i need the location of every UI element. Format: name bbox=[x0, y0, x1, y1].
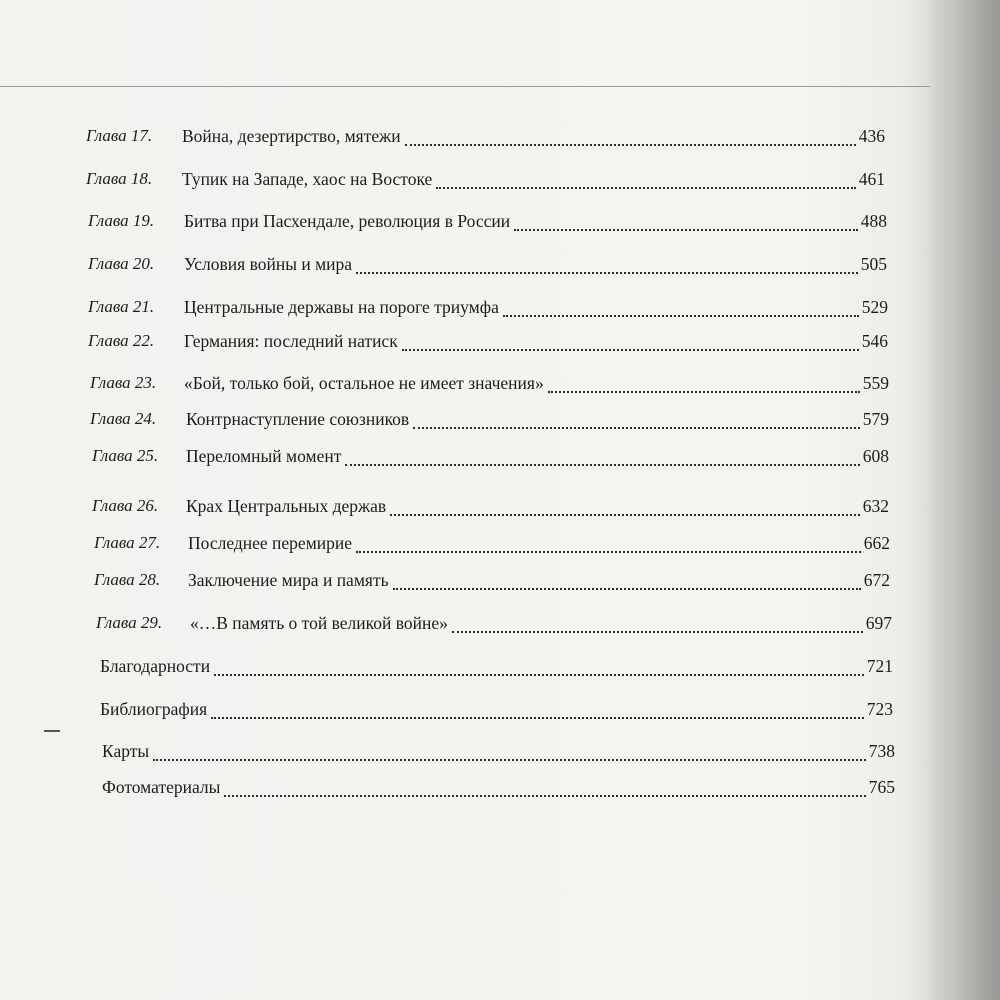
back-matter-title: Карты bbox=[102, 741, 150, 761]
chapter-title: Война, дезертирство, мятежи bbox=[182, 126, 401, 146]
chapter-title: Последнее перемирие bbox=[188, 533, 353, 553]
chapter-label: Глава 28. bbox=[94, 570, 161, 589]
dot-leader bbox=[452, 627, 863, 633]
page-number: 436 bbox=[858, 126, 885, 146]
page-number: 765 bbox=[868, 777, 895, 797]
toc-entry bbox=[0, 738, 895, 764]
chapter-title: «Бой, только бой, остальное не имеет значения» bbox=[184, 373, 544, 393]
page-number: 488 bbox=[860, 211, 887, 231]
chapter-label: Глава 21. bbox=[88, 297, 155, 316]
dot-leader bbox=[211, 713, 864, 719]
toc-entry bbox=[0, 696, 893, 722]
chapter-label: Глава 25. bbox=[92, 446, 159, 465]
chapter-label: Глава 23. bbox=[90, 373, 157, 392]
page-number: 632 bbox=[862, 496, 889, 516]
chapter-title: Контрнаступление союзников bbox=[186, 409, 410, 429]
toc-entry bbox=[0, 443, 889, 469]
dot-leader bbox=[393, 584, 861, 590]
page-number: 672 bbox=[863, 570, 890, 590]
chapter-label: Глава 22. bbox=[88, 331, 155, 350]
dot-leader bbox=[548, 387, 860, 393]
page-number: 721 bbox=[866, 656, 893, 676]
chapter-label: Глава 29. bbox=[96, 613, 163, 632]
toc-entry bbox=[0, 328, 888, 354]
page-number: 579 bbox=[862, 409, 889, 429]
dot-leader bbox=[214, 670, 864, 676]
toc-entry bbox=[0, 370, 889, 396]
toc-entry bbox=[0, 493, 889, 519]
chapter-title: Условия войны и мира bbox=[184, 254, 353, 274]
page-number: 546 bbox=[861, 331, 888, 351]
dot-leader bbox=[224, 791, 866, 797]
chapter-title: Битва при Пасхендале, революция в России bbox=[184, 211, 511, 231]
page-number: 662 bbox=[863, 533, 890, 553]
dot-leader bbox=[356, 268, 858, 274]
chapter-title: Тупик на Западе, хаос на Востоке bbox=[182, 169, 433, 189]
dot-leader bbox=[153, 755, 866, 761]
chapter-label: Глава 19. bbox=[88, 211, 155, 230]
dot-leader bbox=[405, 140, 856, 146]
toc-entry bbox=[0, 123, 885, 149]
chapter-title: Германия: последний натиск bbox=[184, 331, 398, 351]
dot-leader bbox=[503, 311, 859, 317]
chapter-label: Глава 26. bbox=[92, 496, 159, 515]
page-number: 505 bbox=[860, 254, 887, 274]
back-matter-title: Фотоматериалы bbox=[102, 777, 221, 797]
chapter-title: «…В память о той великой войне» bbox=[190, 613, 448, 633]
chapter-label: Глава 17. bbox=[86, 126, 153, 145]
toc-entry bbox=[0, 610, 892, 636]
page-number: 461 bbox=[858, 169, 885, 189]
toc-entry bbox=[0, 208, 887, 234]
page-number: 697 bbox=[865, 613, 892, 633]
toc-entry bbox=[0, 406, 889, 432]
dot-leader bbox=[356, 547, 861, 553]
chapter-label: Глава 18. bbox=[86, 169, 153, 188]
chapter-label: Глава 24. bbox=[90, 409, 157, 428]
toc-entry bbox=[0, 251, 887, 277]
page-number: 608 bbox=[862, 446, 889, 466]
dot-leader bbox=[436, 183, 856, 189]
dot-leader bbox=[413, 423, 860, 429]
page-number: 529 bbox=[861, 297, 888, 317]
page-number: 738 bbox=[868, 741, 895, 761]
back-matter-title: Благодарности bbox=[100, 656, 211, 676]
toc-entry bbox=[0, 166, 885, 192]
toc-entry bbox=[0, 294, 888, 320]
chapter-title: Центральные державы на пороге триумфа bbox=[184, 297, 499, 317]
back-matter-title: Библиография bbox=[100, 699, 208, 719]
dot-leader bbox=[514, 225, 858, 231]
toc-entry bbox=[0, 774, 895, 800]
chapter-label: Глава 27. bbox=[94, 533, 161, 552]
toc-entry bbox=[0, 653, 893, 679]
dot-leader bbox=[402, 345, 859, 351]
page-number: 559 bbox=[862, 373, 889, 393]
chapter-title: Заключение мира и память bbox=[188, 570, 389, 590]
toc-entry bbox=[0, 530, 890, 556]
page-number: 723 bbox=[866, 699, 893, 719]
chapter-title: Переломный момент bbox=[186, 446, 342, 466]
chapter-title: Крах Центральных держав bbox=[186, 496, 387, 516]
dot-leader bbox=[345, 460, 860, 466]
dot-leader bbox=[390, 510, 860, 516]
toc-entry bbox=[0, 567, 890, 593]
chapter-label: Глава 20. bbox=[88, 254, 155, 273]
